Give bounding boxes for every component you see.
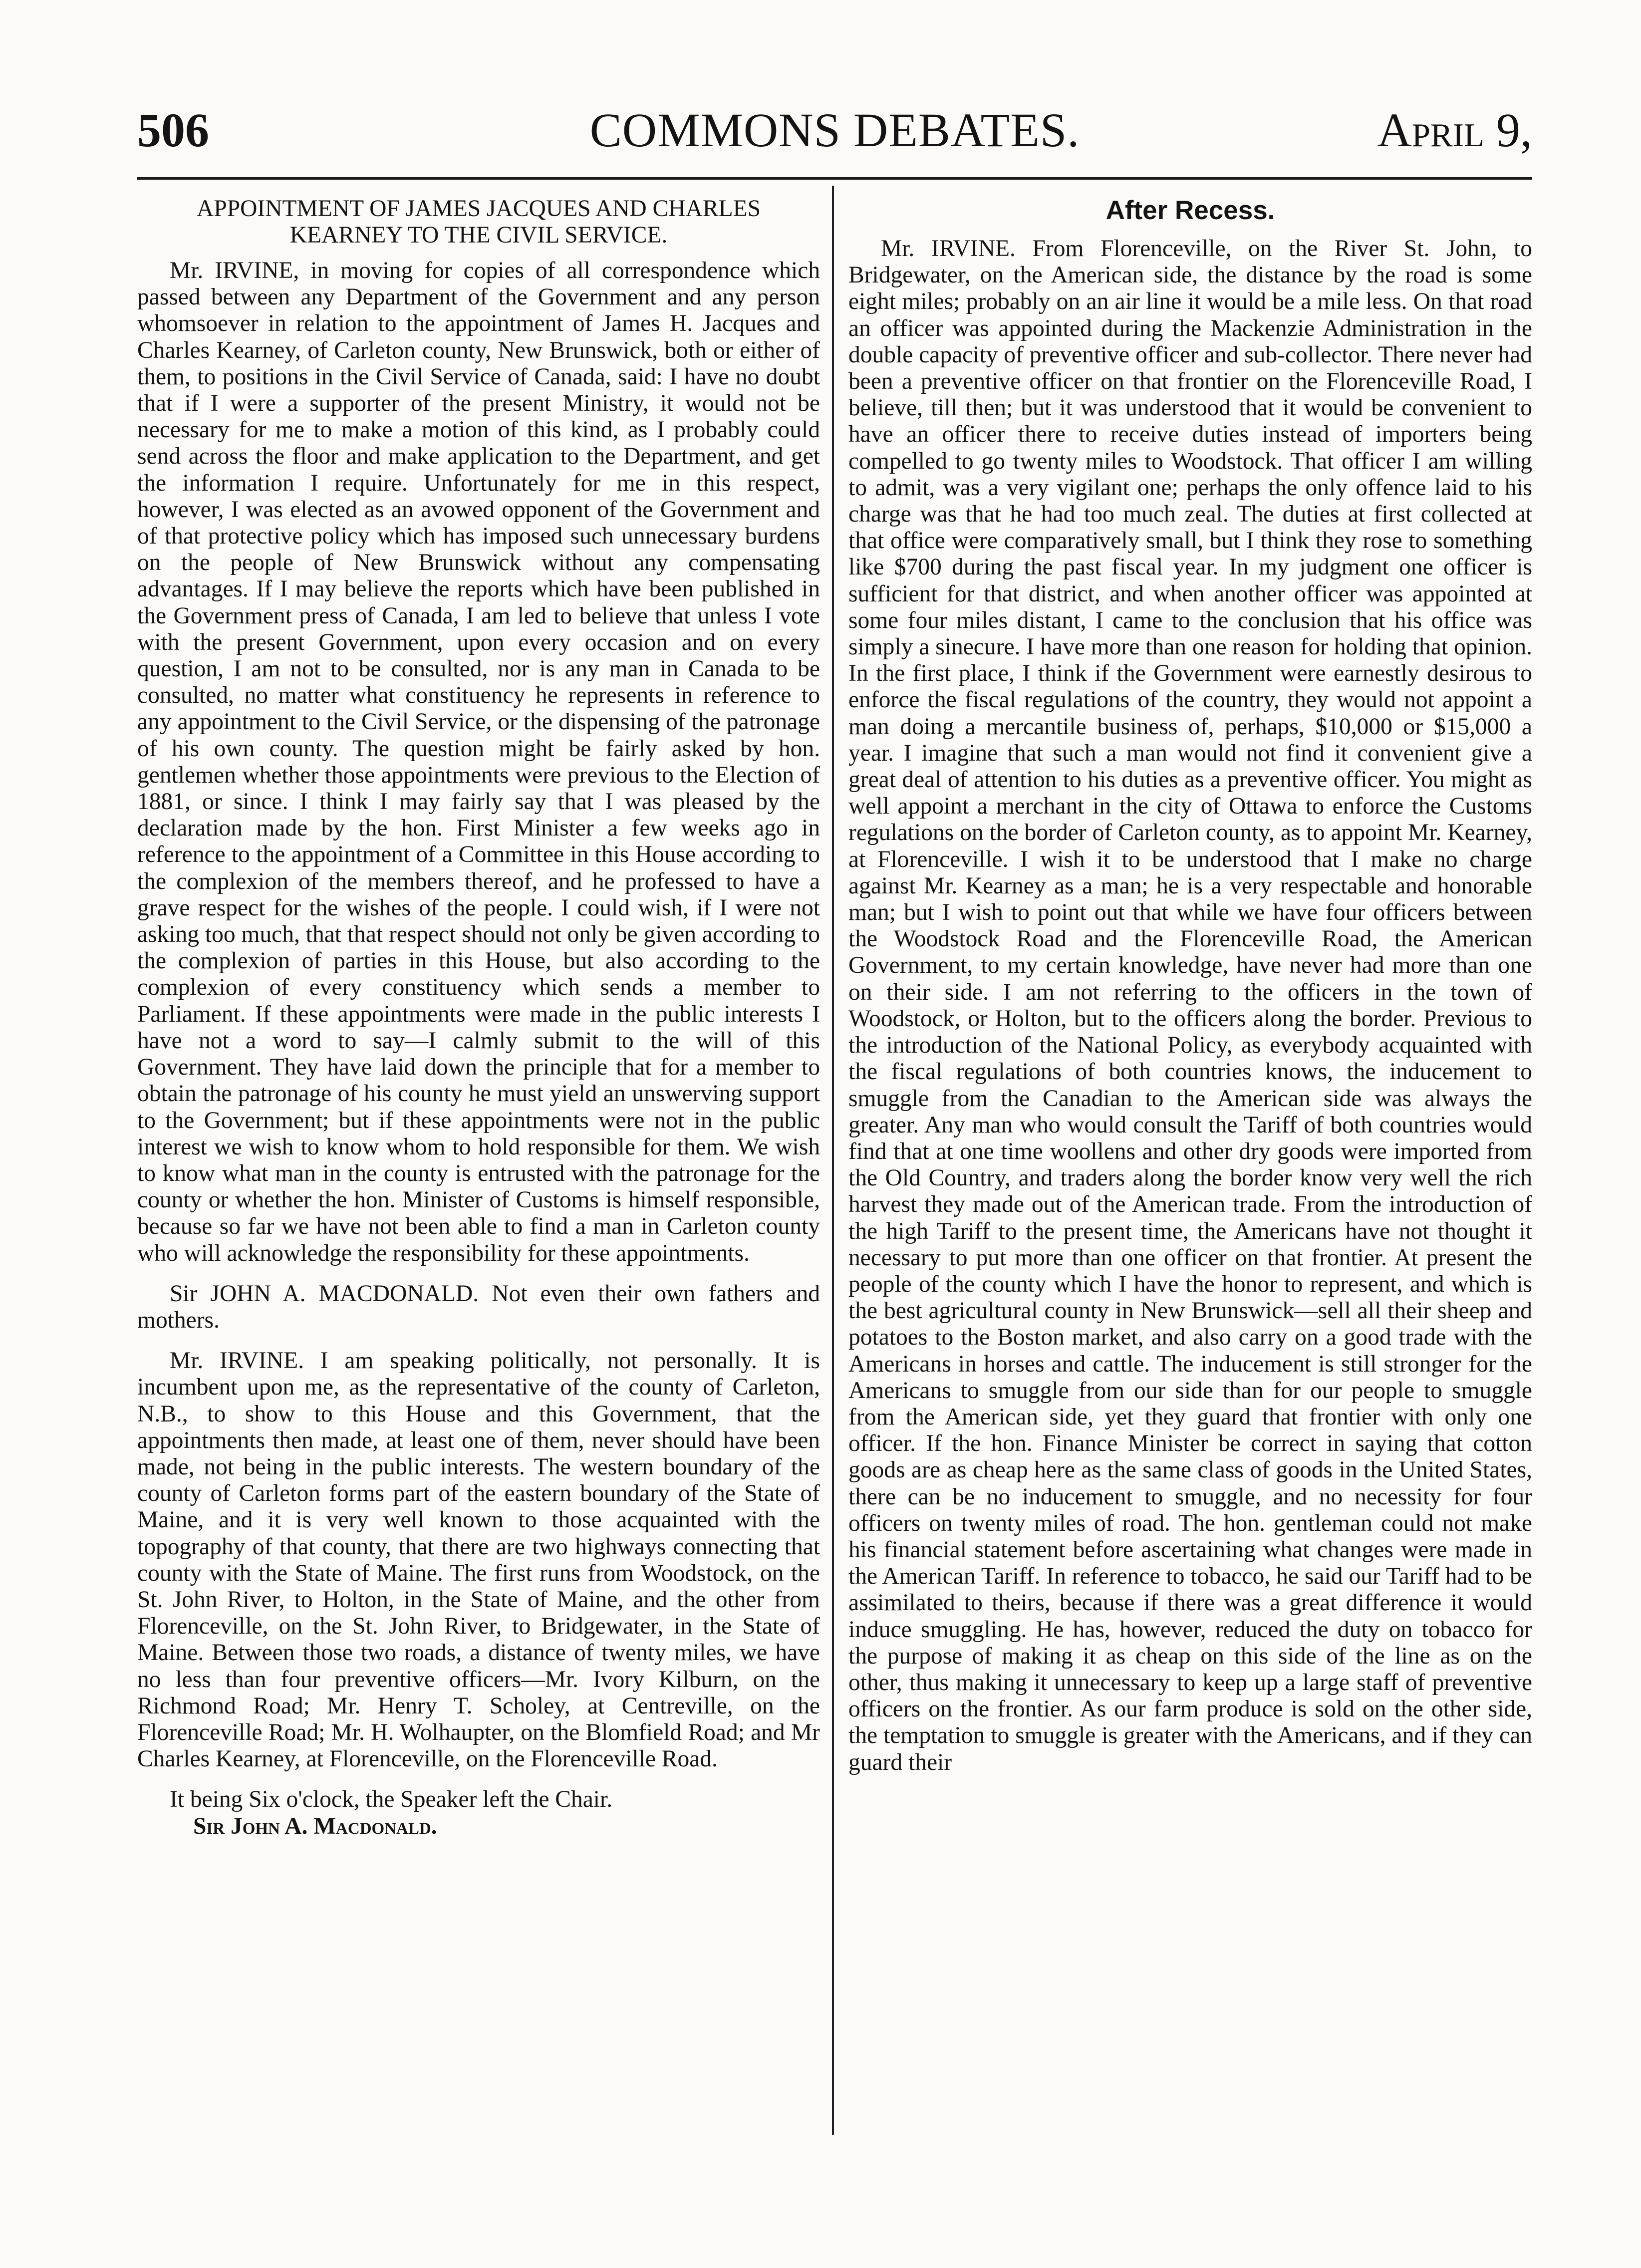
column-divider: [832, 186, 834, 2135]
speaker-name: Sir John A. Macdonald.: [193, 1813, 437, 1839]
section-heading: APPOINTMENT OF JAMES JACQUES AND CHARLES KEARNEY TO THE CIVIL SERVICE.: [196, 196, 761, 248]
left-column: [137, 196, 820, 1840]
paragraph: Mr. IRVINE. I am speaking politically, not personally. It is incumbent upon me, as the representative of the county of Carleton, N.B., to show to this House and this Government, that the appointments then made, at least one of them, never should have been made, not being in the public interests. The western boundary of the county of Carleton forms part of the eastern boundary of the State of Maine, and it is very well known to those acquainted with the topography of that county, that there are two highways connecting that county with the State of Maine. The first runs from Woodstock, on the St. John River, to Holton, in the State of Maine, and the other from Florenceville, on the St. John River, to Bridgewater, in the State of Maine. Between those two roads, a distance of twenty miles, we have no less than four preventive officers—Mr. Ivory Kilburn, on the Richmond Road; Mr. Henry T. Scholey, at Centreville, on the Florenceville Road; Mr. H. Wolhaupter, on the Blomfield Road; and Mr Charles Kearney, at Florenceville, on the Florenceville Road.: [137, 1348, 820, 1772]
page-date: April 9,: [1377, 103, 1532, 157]
paragraph: Sir JOHN A. MACDONALD. Not even their own fathers and mothers.: [137, 1280, 820, 1333]
paragraph: Mr. IRVINE, in moving for copies of all correspondence which passed between any Department of the Government and any person whomsoever in relation to the appointment of James H. Jacques and Charles Kearney, of Carleton county, New Brunswick, both or either of them, to positions in the Civil Service of Canada, said: I have no doubt that if I were a supporter of the present Ministry, it would not be necessary for me to make a motion of this kind, as I probably could send across the floor and make application to the Department, and get the information I require. Unfortunately for me in this respect, however, I was elected as an avowed opponent of the Government and of that protective policy which has imposed such unnecessary burdens on the people of New Brunswick without any compensating advantages. If I may believe the reports which have been published in the Government press of Canada, I am led to believe that unless I vote with the present Government, upon every occasion and on every question, I am not to be consulted, nor is any man in Canada to be consulted, no matter what constituency he represents in reference to any appointment to the Civil Service, or the dispensing of the patronage of his own county. The question might be fairly asked by hon. gentlemen whether those appointments were previous to the Election of 1881, or since. I think I may fairly say that I was pleased by the declaration made by the hon. First Minister a few weeks ago in reference to the appointment of a Committee in this House according to the complexion of the members thereof, and he professed to have a grave respect for the wishes of the people. I could wish, if I were not asking too much, that that respect should not only be given according to the complexion of parties in this House, but also according to the complexion of every constituency which sends a member to Parliament. If these appointments were made in the public interests I have not a word to say—I calmly submit to the will of this Government. They have laid down the principle that for a member to obtain the patronage of his county he must yield an unswerving support to the Government; but if these appointments were not in the public interest we wish to know whom to hold responsible for them. We wish to know what man in the county is entrusted with the patronage for the county or whether the hon. Minister of Customs is himself responsible, because so far we have not been able to find a man in Carleton county who will acknowledge the responsibility for these appointments.: [137, 258, 820, 1266]
recess-note: It being Six o'clock, the Speaker left the Chair.: [170, 1786, 613, 1813]
section-heading: After Recess.: [1105, 196, 1275, 225]
publication-title: COMMONS DEBATES.: [589, 103, 1080, 157]
header-rule: [137, 177, 1532, 180]
paragraph: Mr. IRVINE. From Florenceville, on the River St. John, to Bridgewater, on the American side, the distance by the road is some eight miles; probably on an air line it would be a mile less. On that road an officer was appointed during the Mackenzie Administration in the double capacity of preventive officer and sub-collector. There never had been a preventive officer on that frontier on the Florenceville Road, I believe, till then; but it was understood that it would be convenient to have an officer there to receive duties instead of importers being compelled to go twenty miles to Woodstock. That officer I am willing to admit, was a very vigilant one; perhaps the only offence laid to his charge was that he had too much zeal. The duties at first collected at that office were comparatively small, but I think they rose to something like $700 during the past fiscal year. In my judgment one officer is sufficient for that district, and when another officer was appointed at some four miles distant, I came to the conclusion that his office was simply a sinecure. I have more than one reason for holding that opinion. In the first place, I think if the Government were earnestly desirous to enforce the fiscal regulations of the country, they would not appoint a man doing a mercantile business of, perhaps, $10,000 or $15,000 a year. I imagine that such a man would not find it convenient give a great deal of attention to his duties as a preventive officer. You might as well appoint a merchant in the city of Ottawa to enforce the Customs regulations on the border of Carleton county, as to appoint Mr. Kearney, at Florenceville. I wish it to be understood that I make no charge against Mr. Kearney as a man; he is a very respectable and honorable man; but I wish to point out that while we have four officers between the Woodstock Road and the Florenceville Road, the American Government, to my certain knowledge, have never had more than one on their side. I am not referring to the officers in the town of Woodstock, or Holton, but to the officers along the border. Previous to the introduction of the National Policy, as everybody acquainted with the fiscal regulations of both countries knows, the inducement to smuggle from the Canadian to the American side was always the greater. Any man who would consult the Tariff of both countries would find that at one time woollens and other dry goods were imported from the Old Country, and traders along the border know very well the rich harvest they made out of the American trade. From the introduction of the high Tariff to the present time, the Americans have not thought it necessary to put more than one officer on that frontier. At present the people of the county which I have the honor to represent, and which is the best agricultural county in New Brunswick—sell all their sheep and potatoes to the Boston market, and also carry on a good trade with the Americans in horses and cattle. The inducement is still stronger for the Americans to smuggle from our side than for our people to smuggle from the American side, yet they guard that frontier with only one officer. If the hon. Finance Minister be correct in saying that cotton goods are as cheap here as the same class of goods in the United States, there can be no inducement to smuggle, and no necessity for four officers on twenty miles of road. The hon. gentleman could not make his financial statement before ascertaining what changes were made in the American Tariff. In reference to tobacco, he said our Tariff had to be assimilated to theirs, because if there was a great difference it would induce smuggling. He has, however, reduced the duty on tobacco for the purpose of making it as cheap on this side of the line as on the other, thus making it unnecessary to keep up a large staff of preventive officers on the frontier. As our farm produce is sold on the other side, the temptation to smuggle is greater with the Americans, and if they can guard their: [848, 236, 1532, 1775]
page-number: 506: [137, 103, 209, 157]
right-column: [848, 196, 1532, 1776]
page-header: [137, 102, 1532, 170]
